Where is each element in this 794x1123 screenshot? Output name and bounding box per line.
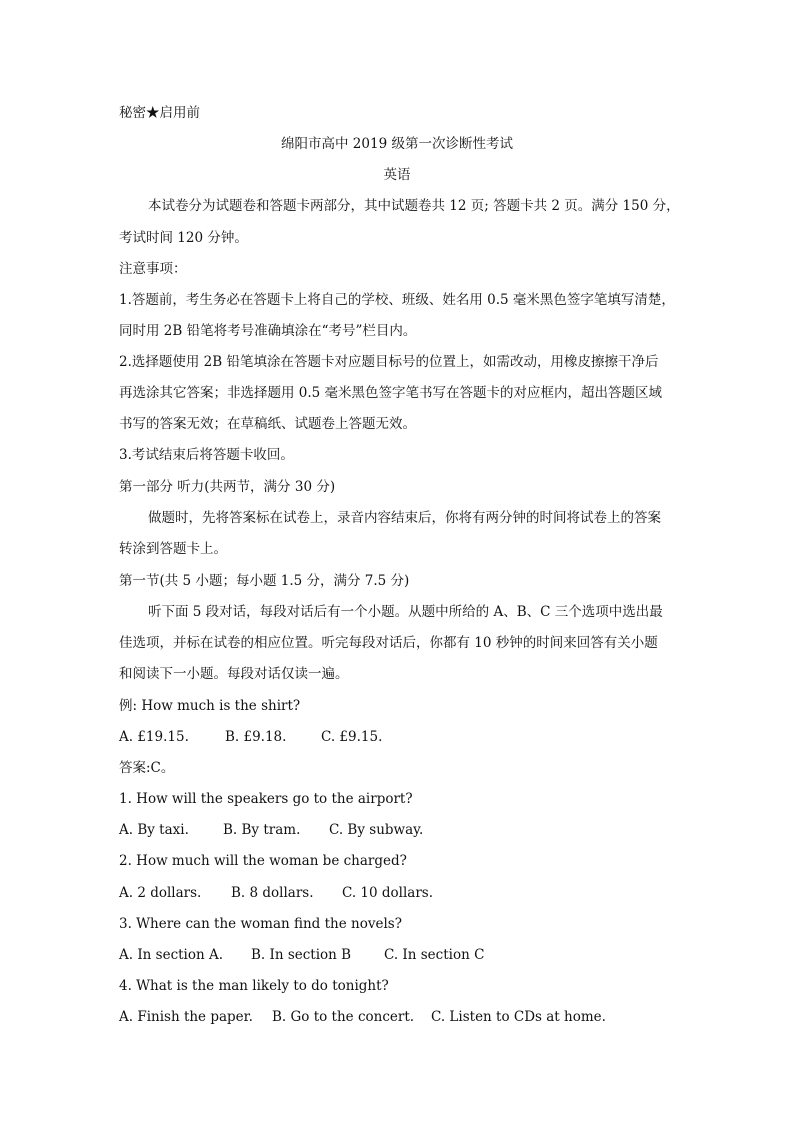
q2-option-c: C. 10 dollars.: [342, 885, 434, 901]
note-2-line-2: 再选涂其它答案；非选择题用 0.5 毫米黑色签字笔书写在答题卡的对应框内，超出答题区域: [119, 385, 663, 401]
question-4: 4. What is the man likely to do tonight?: [119, 978, 389, 994]
q3-option-a: A. In section A.: [119, 947, 224, 963]
question-3-options: [119, 946, 679, 964]
example-options: [119, 728, 679, 746]
question-2-options: [119, 884, 679, 902]
q4-option-b: B. Go to the concert.: [272, 1009, 415, 1025]
note-1-line-1: 1.答题前，考生务必在答题卡上将自己的学校、班级、姓名用 0.5 毫米黑色签字笔填写清楚，: [119, 292, 675, 308]
exam-title: 绵阳市高中 2019 级第一次诊断性考试: [281, 136, 513, 152]
note-2-line-1: 2.选择题使用 2B 铅笔填涂在答题卡对应题目标号的位置上，如需改动，用橡皮擦擦干净后: [119, 354, 659, 370]
question-4-options: [119, 1008, 679, 1026]
example-answer: 答案:C。: [119, 760, 175, 776]
q3-option-b: B. In section B: [251, 947, 352, 963]
note-2-line-3: 书写的答案无效；在草稿纸、试题卷上答题无效。: [119, 416, 416, 432]
q2-option-b: B. 8 dollars.: [231, 885, 314, 901]
question-3: 3. Where can the woman find the novels?: [119, 916, 402, 932]
section1-instruction-line-2: 佳选项，并标在试卷的相应位置。听完每段对话后，你都有 10 秒钟的时间来回答有关小题: [119, 635, 658, 651]
section1-heading: 第一节(共 5 小题；每小题 1.5 分，满分 7.5 分): [119, 573, 410, 589]
secret-mark: 秘密★启用前: [119, 105, 200, 121]
q3-option-c: C. In section C: [384, 947, 485, 963]
part1-heading: 第一部分 听力(共两节，满分 30 分): [119, 479, 336, 495]
example-option-b: B. £9.18.: [225, 729, 287, 745]
note-3: 3.考试结束后将答题卡收回。: [119, 447, 294, 463]
example-option-c: C. £9.15.: [321, 729, 383, 745]
intro-line-1: 本试卷分为试题卷和答题卡两部分，其中试题卷共 12 页; 答题卡共 2 页。满分 150 分，: [148, 198, 680, 214]
q2-option-a: A. 2 dollars.: [119, 885, 202, 901]
note-1-line-2: 同时用 2B 铅笔将考号准确填涂在“考号”栏目内。: [119, 323, 417, 339]
intro-line-2: 考试时间 120 分钟。: [119, 230, 248, 246]
part1-instruction-line-2: 转涂到答题卡上。: [119, 541, 227, 557]
q4-option-c: C. Listen to CDs at home.: [431, 1009, 606, 1025]
example-option-a: A. £19.15.: [119, 729, 189, 745]
q1-option-b: B. By tram.: [223, 822, 301, 838]
q1-option-a: A. By taxi.: [119, 822, 189, 838]
q4-option-a: A. Finish the paper.: [119, 1009, 253, 1025]
part1-instruction-line-1: 做题时，先将答案标在试卷上，录音内容结束后，你将有两分钟的时间将试卷上的答案: [148, 510, 661, 526]
question-2: 2. How much will the woman be charged?: [119, 853, 407, 869]
section1-instruction-line-3: 和阅读下一小题。每段对话仅读一遍。: [119, 666, 349, 682]
q1-option-c: C. By subway.: [329, 822, 424, 838]
example-question: 例: How much is the shirt?: [119, 698, 301, 714]
question-1: 1. How will the speakers go to the airport?: [119, 791, 413, 807]
subject-title: 英语: [383, 167, 411, 183]
notes-heading: 注意事项：: [119, 261, 187, 277]
section1-instruction-line-1: 听下面 5 段对话，每段对话后有一个小题。从题中所给的 A、B、C 三个选项中选出最: [148, 604, 663, 620]
question-1-options: [119, 821, 679, 839]
